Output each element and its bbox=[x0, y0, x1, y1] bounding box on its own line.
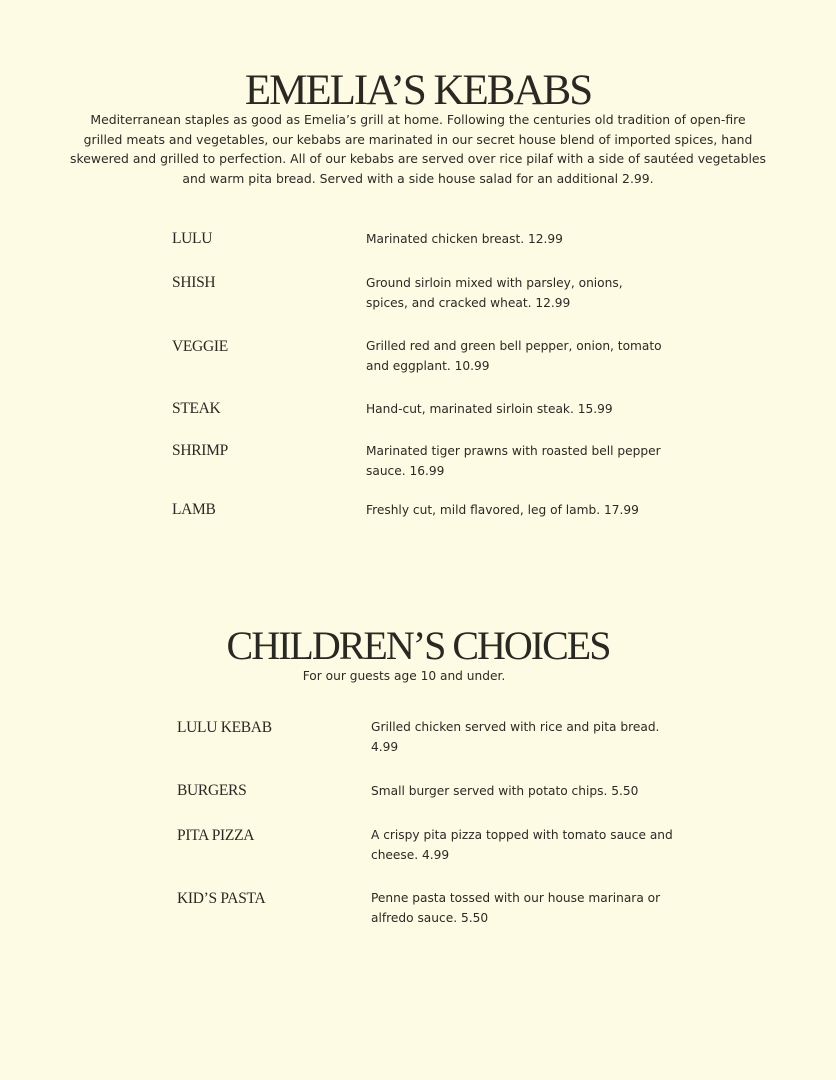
item-description: Grilled chicken served with rice and pita bread. 4.99 bbox=[371, 720, 660, 754]
kebabs-title: EMELIA’S KEBABS bbox=[244, 67, 592, 114]
item-description: Marinated tiger prawns with roasted bell pepper sauce. 16.99 bbox=[366, 444, 661, 478]
item-description: Marinated chicken breast. 12.99 bbox=[366, 232, 563, 246]
item-description: A crispy pita pizza topped with tomato sauce and cheese. 4.99 bbox=[371, 828, 673, 862]
item-description: Penne pasta tossed with our house marinara or alfredo sauce. 5.50 bbox=[371, 891, 661, 925]
item-name: BURGERS bbox=[177, 782, 247, 799]
item-name: LULU KEBAB bbox=[177, 719, 272, 736]
item-description: Small burger served with potato chips. 5.50 bbox=[371, 784, 639, 798]
item-description: Grilled red and green bell pepper, onion, tomato and eggplant. 10.99 bbox=[366, 339, 662, 373]
item-name: STEAK bbox=[172, 400, 221, 417]
item-name: PITA PIZZA bbox=[177, 827, 255, 844]
item-description: Freshly cut, mild flavored, leg of lamb. 17.99 bbox=[366, 503, 639, 517]
item-name: SHISH bbox=[172, 274, 216, 291]
item-name: LAMB bbox=[172, 501, 216, 518]
item-name: LULU bbox=[172, 230, 213, 247]
item-name: VEGGIE bbox=[172, 338, 228, 355]
childrens-subtitle: For our guests age 10 and under. bbox=[302, 669, 506, 683]
item-name: SHRIMP bbox=[172, 442, 228, 459]
kebabs-intro: Mediterranean staples as good as Emelia’s grill at home. Following the centuries old tradition of open-fire grilled meats and vegetables, our kebabs are marinated in our secret house blend of imported spices, hand skewered and grilled to perfection. All of our kebabs are served over rice pilaf with a side of sautéed vegetables and warm pita bread. Served with a side house salad for an additional 2.99. bbox=[70, 112, 766, 186]
item-name: KID’S PASTA bbox=[177, 890, 266, 907]
item-description: Ground sirloin mixed with parsley, onions, spices, and cracked wheat. 12.99 bbox=[366, 276, 623, 310]
item-description: Hand-cut, marinated sirloin steak. 15.99 bbox=[366, 402, 613, 416]
childrens-title: CHILDREN’S CHOICES bbox=[226, 623, 610, 668]
